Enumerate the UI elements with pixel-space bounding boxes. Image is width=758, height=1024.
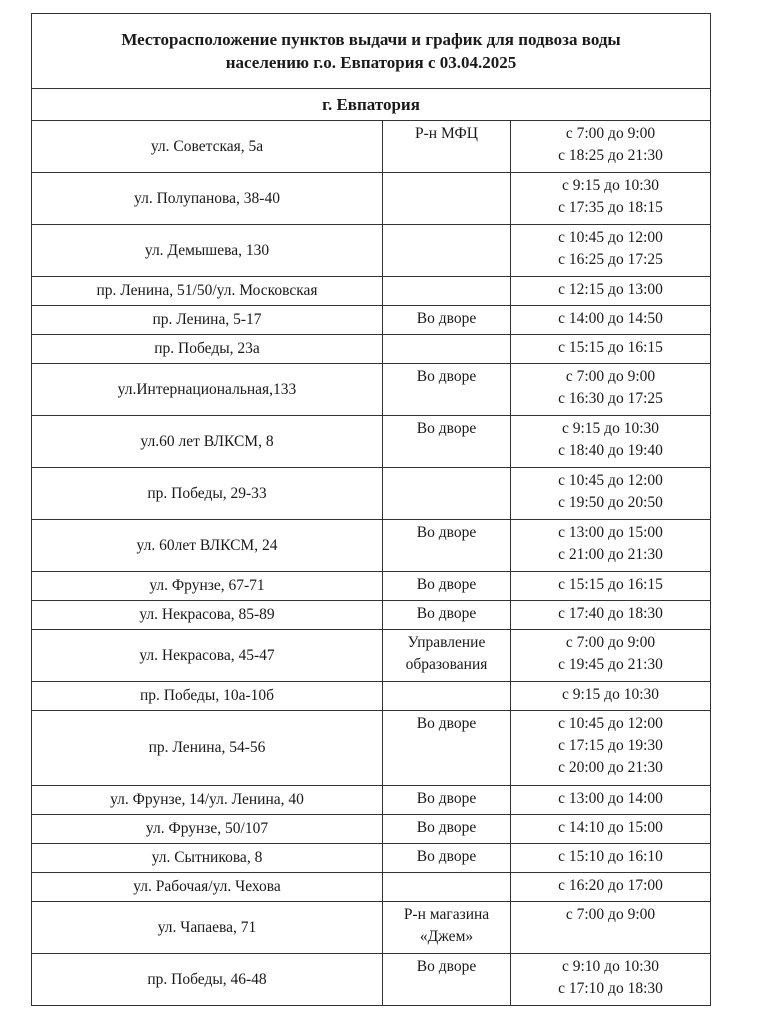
schedule-cell bbox=[511, 572, 711, 601]
location-note-cell: Во дворе bbox=[383, 601, 511, 630]
location-note-cell bbox=[383, 173, 511, 225]
schedule-cell bbox=[511, 416, 711, 468]
document-title bbox=[32, 14, 711, 89]
address-cell: ул. Сытникова, 8 bbox=[32, 844, 383, 873]
time-interval: с 18:25 до 21:30 bbox=[558, 147, 663, 164]
table-row bbox=[32, 786, 711, 815]
schedule-table bbox=[31, 13, 711, 1006]
time-interval: с 21:00 до 21:30 bbox=[558, 546, 663, 563]
schedule-cell bbox=[511, 873, 711, 902]
location-note-cell: Во дворе bbox=[383, 364, 511, 416]
time-interval: с 15:15 до 16:15 bbox=[558, 339, 663, 356]
address-cell: ул.Интернациональная,133 bbox=[32, 364, 383, 416]
schedule-cell bbox=[511, 335, 711, 364]
time-interval: с 15:15 до 16:15 bbox=[558, 576, 663, 593]
schedule-cell bbox=[511, 954, 711, 1006]
time-interval: с 17:15 до 19:30 bbox=[558, 737, 663, 754]
schedule-cell bbox=[511, 601, 711, 630]
time-interval: с 16:30 до 17:25 bbox=[558, 390, 663, 407]
location-note-cell: Во дворе bbox=[383, 520, 511, 572]
time-interval: с 17:35 до 18:15 bbox=[558, 199, 663, 216]
address-cell: ул. Полупанова, 38-40 bbox=[32, 173, 383, 225]
address-cell: пр. Победы, 29-33 bbox=[32, 468, 383, 520]
table-row bbox=[32, 601, 711, 630]
table-row bbox=[32, 225, 711, 277]
address-cell: ул. Фрунзе, 50/107 bbox=[32, 815, 383, 844]
address-cell: пр. Победы, 10а-10б bbox=[32, 682, 383, 711]
schedule-cell bbox=[511, 815, 711, 844]
address-cell: пр. Ленина, 54-56 bbox=[32, 711, 383, 786]
table-row bbox=[32, 572, 711, 601]
time-interval: с 20:00 до 21:30 bbox=[558, 759, 663, 776]
location-note-cell bbox=[383, 682, 511, 711]
schedule-cell bbox=[511, 520, 711, 572]
table-row bbox=[32, 306, 711, 335]
table-row bbox=[32, 954, 711, 1006]
location-note-cell: Р-н магазина «Джем» bbox=[383, 902, 511, 954]
schedule-cell bbox=[511, 468, 711, 520]
address-cell: ул. Некрасова, 85-89 bbox=[32, 601, 383, 630]
location-note-cell: Р-н МФЦ bbox=[383, 121, 511, 173]
table-row bbox=[32, 520, 711, 572]
table-row bbox=[32, 121, 711, 173]
time-interval: с 12:15 до 13:00 bbox=[558, 281, 663, 298]
location-note-cell: Во дворе bbox=[383, 954, 511, 1006]
schedule-cell bbox=[511, 277, 711, 306]
address-cell: ул. Некрасова, 45-47 bbox=[32, 630, 383, 682]
time-interval: с 17:10 до 18:30 bbox=[558, 980, 663, 997]
document-title-line-2: населению г.о. Евпатория с 03.04.2025 bbox=[225, 53, 517, 72]
location-note-cell bbox=[383, 873, 511, 902]
table-row bbox=[32, 844, 711, 873]
address-cell: пр. Победы, 23а bbox=[32, 335, 383, 364]
location-note-cell bbox=[383, 277, 511, 306]
location-note-cell bbox=[383, 468, 511, 520]
time-interval: с 9:15 до 10:30 bbox=[562, 177, 660, 194]
schedule-cell bbox=[511, 173, 711, 225]
schedule-cell bbox=[511, 225, 711, 277]
location-note-cell: Во дворе bbox=[383, 711, 511, 786]
address-cell: пр. Ленина, 51/50/ул. Московская bbox=[32, 277, 383, 306]
schedule-cell bbox=[511, 711, 711, 786]
time-interval: с 18:40 до 19:40 bbox=[558, 442, 663, 459]
schedule-cell bbox=[511, 630, 711, 682]
table-row bbox=[32, 711, 711, 786]
title-row bbox=[32, 14, 711, 89]
table-row bbox=[32, 468, 711, 520]
address-cell: ул. Демышева, 130 bbox=[32, 225, 383, 277]
location-note-cell bbox=[383, 225, 511, 277]
time-interval: с 7:00 до 9:00 bbox=[565, 125, 656, 142]
time-interval: с 10:45 до 12:00 bbox=[558, 472, 663, 489]
address-cell: ул. 60лет ВЛКСМ, 24 bbox=[32, 520, 383, 572]
time-interval: с 19:50 до 20:50 bbox=[558, 494, 663, 511]
time-interval: с 17:40 до 18:30 bbox=[558, 605, 663, 622]
table-row bbox=[32, 364, 711, 416]
time-interval: с 9:15 до 10:30 bbox=[562, 686, 660, 703]
table-row bbox=[32, 416, 711, 468]
address-cell: пр. Победы, 46-48 bbox=[32, 954, 383, 1006]
time-interval: с 9:15 до 10:30 bbox=[562, 420, 660, 437]
table-row bbox=[32, 173, 711, 225]
address-cell: пр. Ленина, 5-17 bbox=[32, 306, 383, 335]
schedule-cell bbox=[511, 682, 711, 711]
location-note-cell: Во дворе bbox=[383, 786, 511, 815]
document-title-line-1: Месторасположение пунктов выдачи и график для подвоза воды bbox=[121, 30, 621, 49]
location-note-cell: Во дворе bbox=[383, 815, 511, 844]
table-row bbox=[32, 873, 711, 902]
table-row bbox=[32, 815, 711, 844]
location-note-cell: Во дворе bbox=[383, 572, 511, 601]
address-cell: ул. Фрунзе, 67-71 bbox=[32, 572, 383, 601]
time-interval: с 16:25 до 17:25 bbox=[558, 251, 663, 268]
schedule-cell bbox=[511, 786, 711, 815]
city-row bbox=[32, 89, 711, 121]
time-interval: с 10:45 до 12:00 bbox=[558, 229, 663, 246]
address-cell: ул. Чапаева, 71 bbox=[32, 902, 383, 954]
address-cell: ул.60 лет ВЛКСМ, 8 bbox=[32, 416, 383, 468]
schedule-cell bbox=[511, 902, 711, 954]
time-interval: с 14:10 до 15:00 bbox=[558, 819, 663, 836]
table-row bbox=[32, 682, 711, 711]
address-cell: ул. Рабочая/ул. Чехова bbox=[32, 873, 383, 902]
schedule-cell bbox=[511, 121, 711, 173]
time-interval: с 19:45 до 21:30 bbox=[558, 656, 663, 673]
location-note-cell: Во дворе bbox=[383, 306, 511, 335]
schedule-cell bbox=[511, 306, 711, 335]
schedule-table-body bbox=[32, 14, 711, 1006]
time-interval: с 9:10 до 10:30 bbox=[562, 958, 660, 975]
time-interval: с 15:10 до 16:10 bbox=[558, 848, 663, 865]
time-interval: с 10:45 до 12:00 bbox=[558, 715, 663, 732]
location-note-cell: Управление образования bbox=[383, 630, 511, 682]
location-note-cell bbox=[383, 335, 511, 364]
time-interval: с 7:00 до 9:00 bbox=[565, 906, 656, 923]
address-cell: ул. Советская, 5а bbox=[32, 121, 383, 173]
city-heading: г. Евпатория bbox=[32, 89, 711, 121]
table-row bbox=[32, 630, 711, 682]
schedule-cell bbox=[511, 844, 711, 873]
time-interval: с 13:00 до 15:00 bbox=[558, 524, 663, 541]
time-interval: с 13:00 до 14:00 bbox=[558, 790, 663, 807]
time-interval: с 7:00 до 9:00 bbox=[565, 368, 656, 385]
table-row bbox=[32, 902, 711, 954]
time-interval: с 16:20 до 17:00 bbox=[558, 877, 663, 894]
address-cell: ул. Фрунзе, 14/ул. Ленина, 40 bbox=[32, 786, 383, 815]
location-note-cell: Во дворе bbox=[383, 844, 511, 873]
schedule-cell bbox=[511, 364, 711, 416]
table-row bbox=[32, 335, 711, 364]
time-interval: с 14:00 до 14:50 bbox=[558, 310, 663, 327]
location-note-cell: Во дворе bbox=[383, 416, 511, 468]
time-interval: с 7:00 до 9:00 bbox=[565, 634, 656, 651]
table-row bbox=[32, 277, 711, 306]
